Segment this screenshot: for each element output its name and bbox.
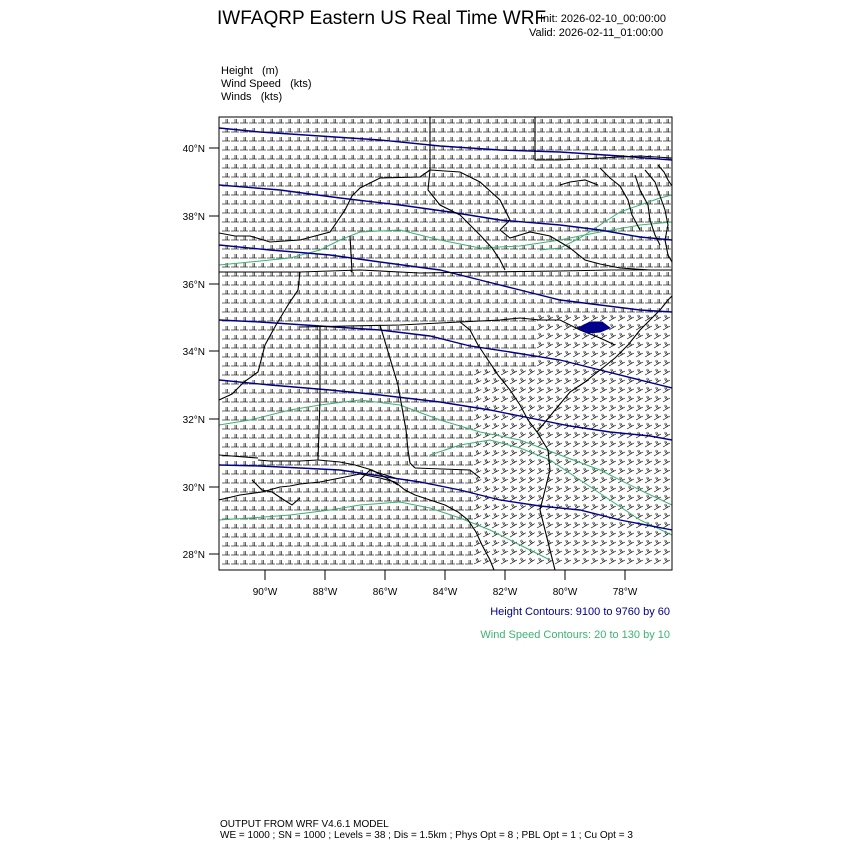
lat-label: 40°N (182, 144, 205, 155)
field-label-winds: Winds (kts) (221, 91, 283, 103)
lat-label: 30°N (182, 483, 205, 494)
lon-label: 88°W (312, 587, 338, 598)
lon-label: 86°W (372, 587, 398, 598)
field-label-wind-speed: Wind Speed (kts) (221, 78, 312, 90)
lat-label: 28°N (182, 550, 205, 561)
lat-label: 36°N (182, 280, 205, 291)
model-params: WE = 1000 ; SN = 1000 ; Levels = 38 ; Dis = 1.5km ; Phys Opt = 8 ; PBL Opt = 1 ; Cu Opt = 3 (220, 830, 633, 841)
lat-label: 34°N (182, 347, 205, 358)
longitude-labels (253, 587, 638, 598)
speed-contour-legend: Wind Speed Contours: 20 to 130 by 10 (480, 629, 670, 641)
lon-label: 78°W (612, 587, 638, 598)
latitude-labels (183, 144, 205, 561)
field-label-height: Height (m) (221, 65, 279, 77)
lon-label: 80°W (552, 587, 578, 598)
valid-time: Valid: 2026-02-11_01:00:00 (529, 27, 664, 39)
lon-label: 90°W (252, 587, 278, 598)
model-info: OUTPUT FROM WRF V4.6.1 MODEL (220, 819, 389, 830)
map-title: IWFAQRP Eastern US Real Time WRF (217, 8, 547, 29)
height-contour-legend: Height Contours: 9100 to 9760 by 60 (490, 606, 670, 618)
lat-label: 32°N (182, 415, 205, 426)
init-time: Init: 2026-02-10_00:00:00 (540, 13, 666, 25)
lat-label: 38°N (182, 212, 205, 223)
lon-label: 82°W (492, 587, 518, 598)
lon-label: 84°W (432, 587, 458, 598)
